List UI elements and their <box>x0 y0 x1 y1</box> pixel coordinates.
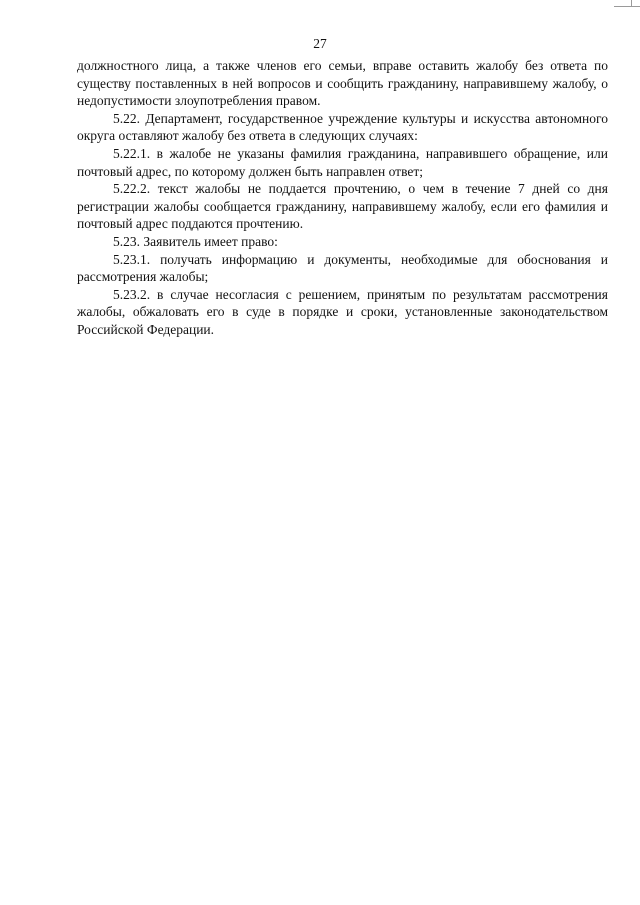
page-number: 27 <box>313 36 327 51</box>
paragraph-5-23-1: 5.23.1. получать информацию и документы, необходимые для обоснования и рассмотрения жалобы; <box>77 251 608 285</box>
paragraph-5-23-2: 5.23.2. в случае несогласия с решением, принятым по результатам рассмотрения жалобы, обжаловать его в суде в порядке и сроки, установленные законодательством Российской Федерации. <box>77 286 608 337</box>
paragraph-5-23: 5.23. Заявитель имеет право: <box>113 233 278 249</box>
paragraph-continuation: должностного лица, а также членов его семьи, вправе оставить жалобу без ответа по существу поставленных в ней вопросов и сообщить гражданину, направившему жалобу, о недопустимости злоупотребления правом. <box>77 58 608 109</box>
scan-corner-mark <box>614 0 640 7</box>
document-body <box>77 57 608 339</box>
paragraph-5-22-2: 5.22.2. текст жалобы не поддается прочтению, о чем в течение 7 дней со дня регистрации жалобы сообщается гражданину, направившему жалобу, если его фамилия и почтовый адрес поддаются прочтению. <box>77 181 608 232</box>
paragraph-5-22: 5.22. Департамент, государственное учреждение культуры и искусства автономного округа оставляют жалобу без ответа в следующих случаях: <box>77 110 608 144</box>
paragraph-5-22-1: 5.22.1. в жалобе не указаны фамилия гражданина, направившего обращение, или почтовый адрес, по которому должен быть направлен ответ; <box>77 145 608 179</box>
